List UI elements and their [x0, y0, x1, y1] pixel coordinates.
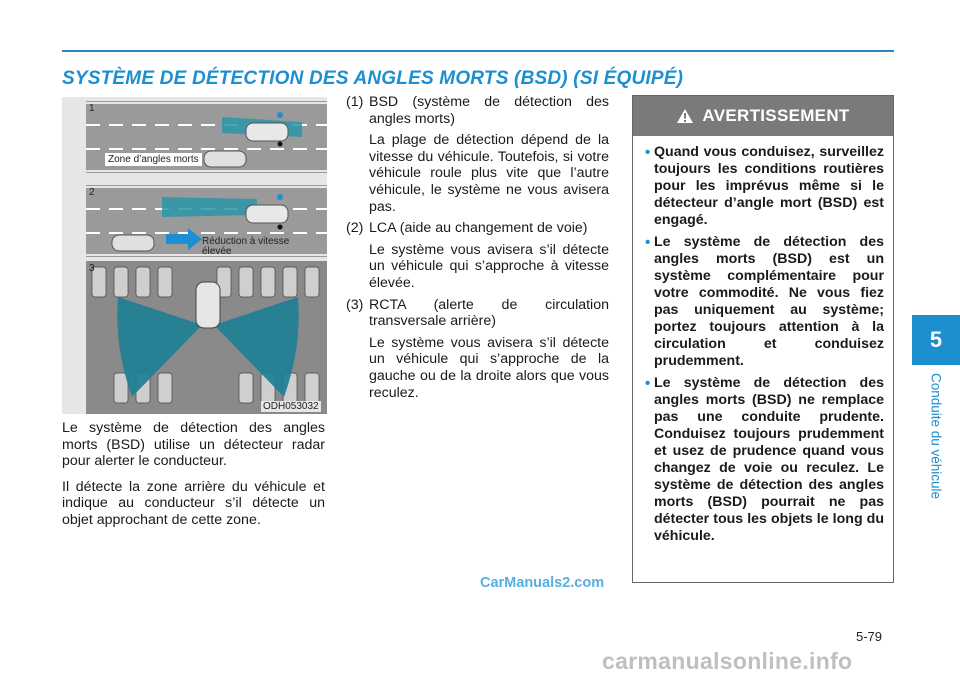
site-watermark: carmanualsonline.info: [602, 648, 853, 674]
warning-triangle-icon: [676, 108, 694, 124]
warning-bullet-text: Le système de détection des angles morts (BSD) est un système complémentaire pour votre commodité. Ne vous fiez pas uniquement au système; portez toujours attention à la circulation et conduisez prudemment.: [654, 234, 884, 369]
speed-label-line-2: élevée: [202, 246, 232, 257]
warning-bullet: [645, 234, 884, 370]
figure-code: ODH053032: [263, 401, 319, 412]
paragraph: Il détecte la zone arrière du véhicule et indique au conducteur s’il détecte un objet approchant de cette zone.: [62, 478, 325, 528]
figure-label-2: 2: [89, 187, 95, 198]
list-item: [346, 94, 609, 220]
item-text: Le système vous avisera s’il détecte un véhicule qui s’approche à vitesse élevée.: [369, 241, 609, 291]
figure-label-3: 3: [89, 263, 95, 274]
car-icon: [196, 282, 220, 328]
left-column-text: [62, 420, 325, 538]
bullet-icon: •: [645, 375, 651, 392]
car-icon: [246, 205, 288, 223]
item-heading: LCA (aide au changement de voie): [369, 220, 588, 237]
item-number: (2): [346, 220, 364, 237]
warning-bullet-text: Le système de détection des angles morts (BSD) ne remplace pas une conduite prudente. Conduisez toujours prudemment et usez de prudence quand vous changez de voie ou reculez. Le système de détection des angles morts (BSD) pourrait ne pas détecter tous les objets le long du véhicule.: [654, 375, 884, 544]
speed-label: [202, 237, 289, 257]
header-rule: [62, 50, 894, 52]
middle-column: [346, 94, 609, 406]
chapter-tab[interactable]: 5: [912, 315, 960, 365]
item-heading: RCTA (alerte de circulation transversale arrière): [369, 296, 609, 330]
bsd-illustration: [62, 97, 327, 414]
chapter-label: Conduite du véhicule: [928, 372, 944, 500]
item-heading: BSD (système de détection des angles morts): [369, 94, 609, 127]
bullet-icon: •: [645, 234, 651, 251]
item-number: (3): [346, 296, 364, 313]
item-text: La plage de détection dépend de la vitesse du véhicule. Toutefois, si votre véhicule roule plus vite que l’autre véhicule, le système ne vous avisera pas.: [369, 132, 609, 215]
warning-body: [633, 136, 893, 545]
page-title: SYSTÈME DE DÉTECTION DES ANGLES MORTS (BSD) (SI ÉQUIPÉ): [62, 68, 684, 89]
page-number: 5-79: [856, 629, 883, 644]
item-text: Le système vous avisera s’il détecte un véhicule qui s’approche de la gauche ou de la droite alors que vous reculez.: [369, 334, 609, 401]
item-number: (1): [346, 94, 364, 110]
car-icon: [246, 123, 288, 141]
warning-title: AVERTISSEMENT: [702, 106, 850, 125]
warning-header: [633, 96, 893, 136]
car-icon: [204, 151, 246, 167]
car-icon: [112, 235, 154, 251]
warning-bullet: [645, 144, 884, 229]
warning-box: [632, 95, 894, 583]
speed-label-line-1: Réduction à vitesse: [202, 236, 290, 247]
zone-label: Zone d’angles morts: [105, 153, 202, 166]
list-item: [346, 297, 609, 407]
warning-bullet: [645, 375, 884, 545]
paragraph: Le système de détection des angles morts (BSD) utilise un détecteur radar pour alerter le conducteur.: [62, 420, 325, 470]
watermark: CarManuals2.com: [480, 575, 605, 591]
bullet-icon: •: [645, 144, 651, 161]
figure-label-1: 1: [89, 103, 95, 114]
list-item: [346, 220, 609, 296]
warning-bullet-text: Quand vous conduisez, surveillez toujours les conditions routières pour les imprévus même si le détecteur d’angle mort (BSD) est engagé.: [654, 144, 884, 228]
